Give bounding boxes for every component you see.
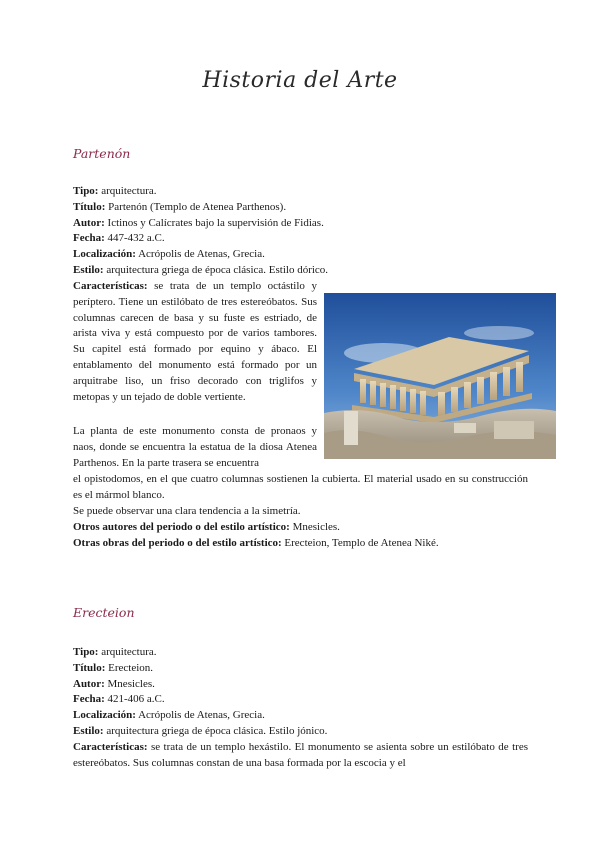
- field-row: Título: Partenón (Templo de Atenea Parthenos).: [73, 200, 287, 213]
- field-row: Título: Erecteion.: [73, 661, 154, 674]
- field-row: Tipo: arquitectura.: [73, 185, 157, 197]
- field-row: Estilo: arquitectura griega de época clásica. Estilo jónico.: [73, 724, 328, 737]
- parthenon-plan-paragraph-continued: el opistodomos, en el que cuatro columnas sostienen la cubierta. El material usado en su construcción es el mármol blanco.: [73, 473, 528, 501]
- field-row: Localización: Acrópolis de Atenas, Grecia.: [73, 248, 265, 261]
- erechtheion-fields: [73, 645, 528, 740]
- parthenon-photo: [324, 293, 556, 459]
- field-row: Fecha: 447-432 a.C.: [73, 232, 165, 245]
- symmetry-note: Se puede observar una clara tendencia a la simetría.: [73, 505, 301, 517]
- field-row: Autor: Ictinos y Calícrates bajo la supervisión de Fidias.: [73, 216, 324, 229]
- other-works-row: Otras obras del periodo o del estilo artístico: Erecteion, Templo de Atenea Niké.: [73, 536, 439, 549]
- parthenon-image: [324, 293, 556, 459]
- other-authors-row: Otros autores del periodo o del estilo artístico: Mnesicles.: [73, 520, 340, 533]
- parthenon-plan-paragraph: La planta de este monumento consta de pronaos y naos, donde se encuentra la estatua de la diosa Atenea Parthenos. En la parte trasera se encuentra: [73, 425, 317, 469]
- parthenon-characteristics: Características: se trata de un templo octástilo y períptero. Tiene un estilóbato de tres estereóbatos. Sus columnas carecen de basa y su fuste es estriado, de arista viva y está compuesto por de varios tambores. Su capitel está formado por equino y ábaco. El entablamento del monumento está formado por un arquitrabe liso, un friso decorado con triglifos y metopas y un tejado de doble vertiente.: [73, 280, 317, 403]
- field-row: Autor: Mnesicles.: [73, 677, 155, 690]
- parthenon-fields: [73, 184, 528, 279]
- document-title: Historia del Arte: [202, 68, 398, 93]
- field-row: Fecha: 421-406 a.C.: [73, 693, 165, 706]
- section-heading-parthenon: Partenón: [73, 146, 131, 161]
- field-row: Localización: Acrópolis de Atenas, Grecia.: [73, 709, 265, 722]
- field-row: Estilo: arquitectura griega de época clásica. Estilo dórico.: [73, 263, 329, 276]
- erechtheion-characteristics: Características: se trata de un templo hexástilo. El monumento se asienta sobre un estilóbato de tres estereóbatos. Sus columnas constan de una basa formada por la escocia y el: [73, 741, 528, 769]
- parthenon-extra: [73, 504, 528, 551]
- section-heading-erechtheion: Erecteion: [73, 605, 135, 620]
- field-row: Tipo: arquitectura.: [73, 646, 157, 658]
